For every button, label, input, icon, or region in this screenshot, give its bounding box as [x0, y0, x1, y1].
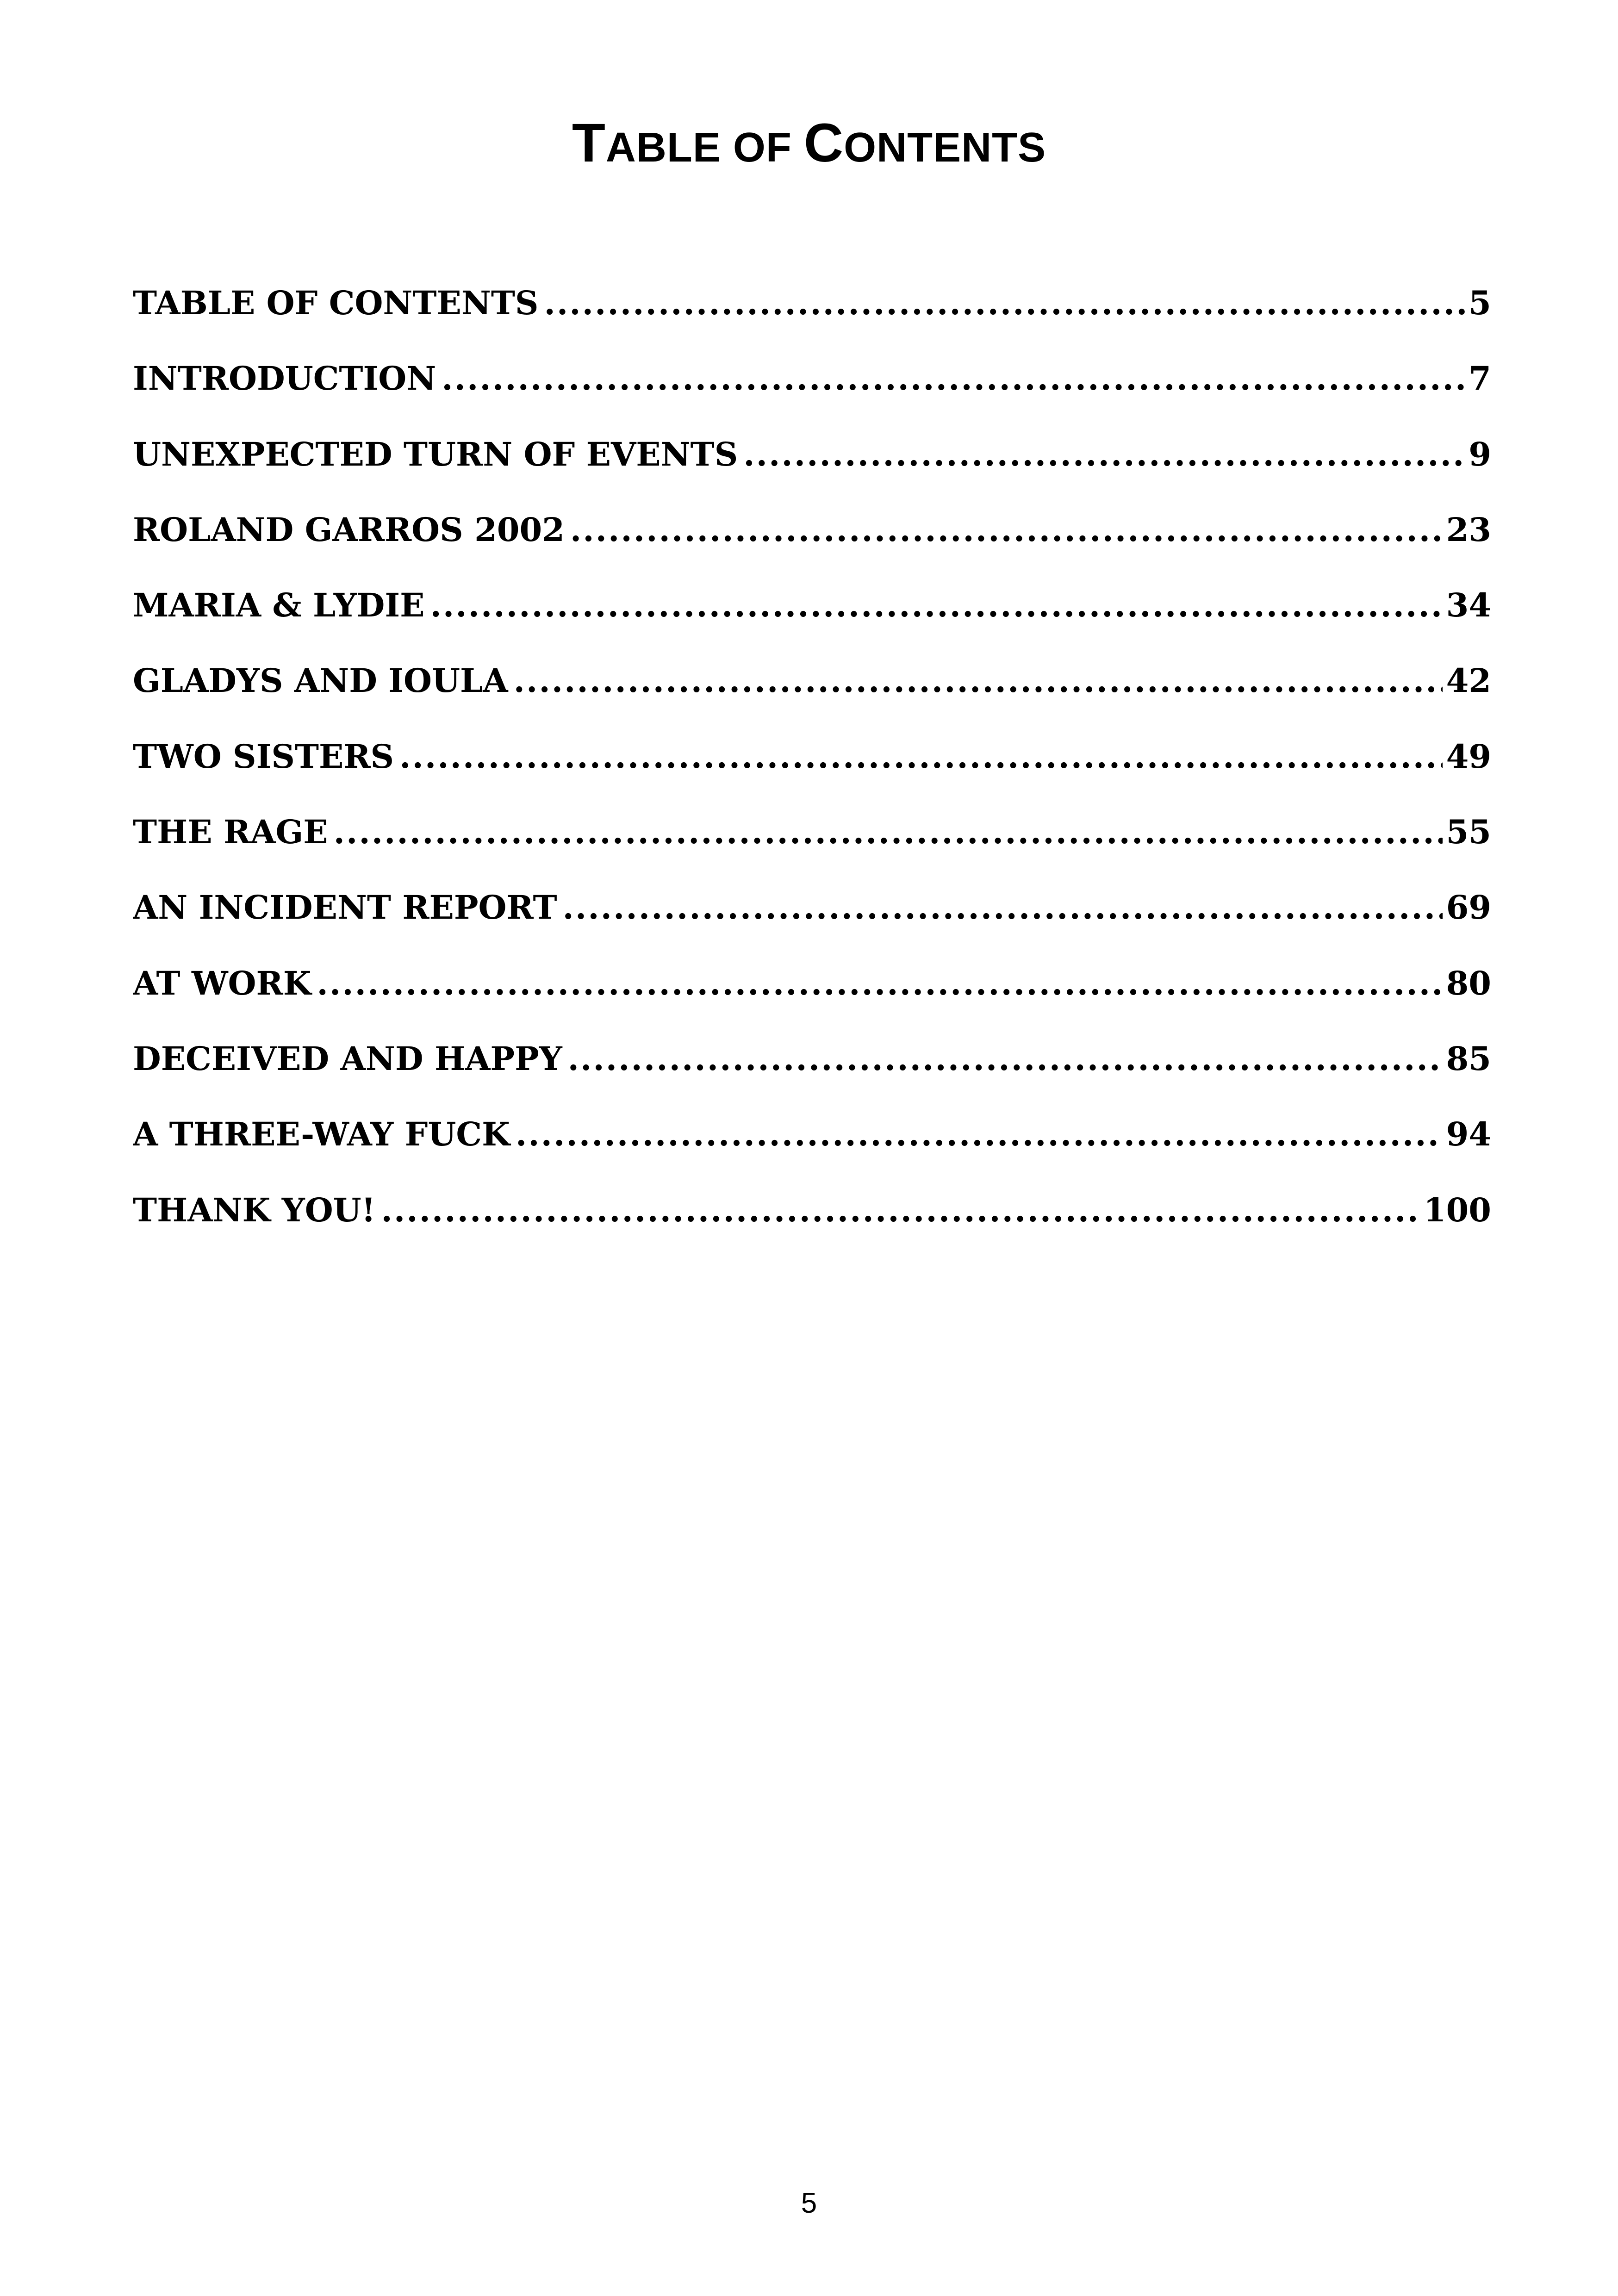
- table-of-contents: [133, 282, 1491, 1265]
- title-rest-2: ONTENTS: [844, 124, 1046, 171]
- toc-entry[interactable]: [133, 358, 1491, 433]
- toc-entry-label: AT WORK: [133, 964, 311, 1002]
- toc-dot-leader: [442, 358, 1465, 399]
- toc-entry-page: 80: [1446, 964, 1491, 1002]
- toc-dot-leader: [514, 660, 1443, 702]
- toc-entry-label: A THREE-WAY FUCK: [133, 1115, 510, 1154]
- toc-entry-page: 85: [1446, 1039, 1491, 1078]
- toc-entry[interactable]: [133, 509, 1491, 585]
- toc-entry[interactable]: [133, 585, 1491, 660]
- toc-entry[interactable]: [133, 660, 1491, 735]
- toc-entry-label: GLADYS AND IOULA: [133, 661, 508, 700]
- toc-entry-page: 49: [1446, 737, 1491, 776]
- toc-entry[interactable]: [133, 1189, 1491, 1265]
- toc-dot-leader: [430, 585, 1442, 626]
- toc-entry[interactable]: [133, 736, 1491, 811]
- title-initial-t: T: [572, 112, 606, 174]
- toc-entry-label: DECEIVED AND HAPPY: [133, 1039, 562, 1078]
- toc-entry-label: TABLE OF CONTENTS: [133, 284, 539, 322]
- toc-entry[interactable]: [133, 887, 1491, 962]
- toc-dot-leader: [334, 811, 1443, 853]
- toc-entry-page: 42: [1446, 661, 1491, 700]
- toc-dot-leader: [743, 434, 1465, 475]
- title-initial-c: C: [803, 112, 844, 174]
- toc-entry-page: 55: [1446, 813, 1491, 852]
- toc-entry-label: TWO SISTERS: [133, 737, 394, 776]
- toc-entry-page: 23: [1446, 510, 1491, 549]
- toc-entry-label: UNEXPECTED TURN OF EVENTS: [133, 435, 738, 473]
- toc-dot-leader: [381, 1189, 1419, 1231]
- toc-entry-page: 34: [1446, 586, 1491, 625]
- toc-entry-page: 5: [1469, 284, 1491, 322]
- toc-entry-label: AN INCIDENT REPORT: [133, 888, 557, 927]
- toc-dot-leader: [570, 509, 1443, 551]
- toc-dot-leader: [544, 282, 1465, 324]
- toc-entry-label: MARIA & LYDIE: [133, 586, 425, 625]
- toc-entry-page: 7: [1469, 359, 1491, 398]
- toc-dot-leader: [568, 1038, 1443, 1080]
- toc-entry[interactable]: [133, 963, 1491, 1038]
- toc-entry[interactable]: [133, 811, 1491, 887]
- toc-entry-label: THE RAGE: [133, 813, 328, 852]
- toc-entry[interactable]: [133, 434, 1491, 509]
- toc-entry-page: 100: [1423, 1190, 1491, 1229]
- title-rest-1: ABLE OF: [605, 124, 804, 171]
- toc-dot-leader: [317, 963, 1443, 1004]
- toc-entry-page: 9: [1469, 435, 1491, 473]
- toc-dot-leader: [399, 736, 1443, 778]
- toc-entry-page: 69: [1446, 888, 1491, 927]
- page-title: [0, 112, 1618, 174]
- toc-entry[interactable]: [133, 1038, 1491, 1114]
- toc-dot-leader: [563, 887, 1443, 928]
- toc-entry-label: INTRODUCTION: [133, 359, 436, 398]
- toc-entry[interactable]: [133, 1114, 1491, 1189]
- toc-entry-page: 94: [1446, 1115, 1491, 1154]
- toc-dot-leader: [516, 1114, 1443, 1155]
- toc-entry[interactable]: [133, 282, 1491, 358]
- toc-entry-label: THANK YOU!: [133, 1190, 376, 1229]
- toc-entry-label: ROLAND GARROS 2002: [133, 510, 565, 549]
- footer-page-number: 5: [801, 2187, 817, 2219]
